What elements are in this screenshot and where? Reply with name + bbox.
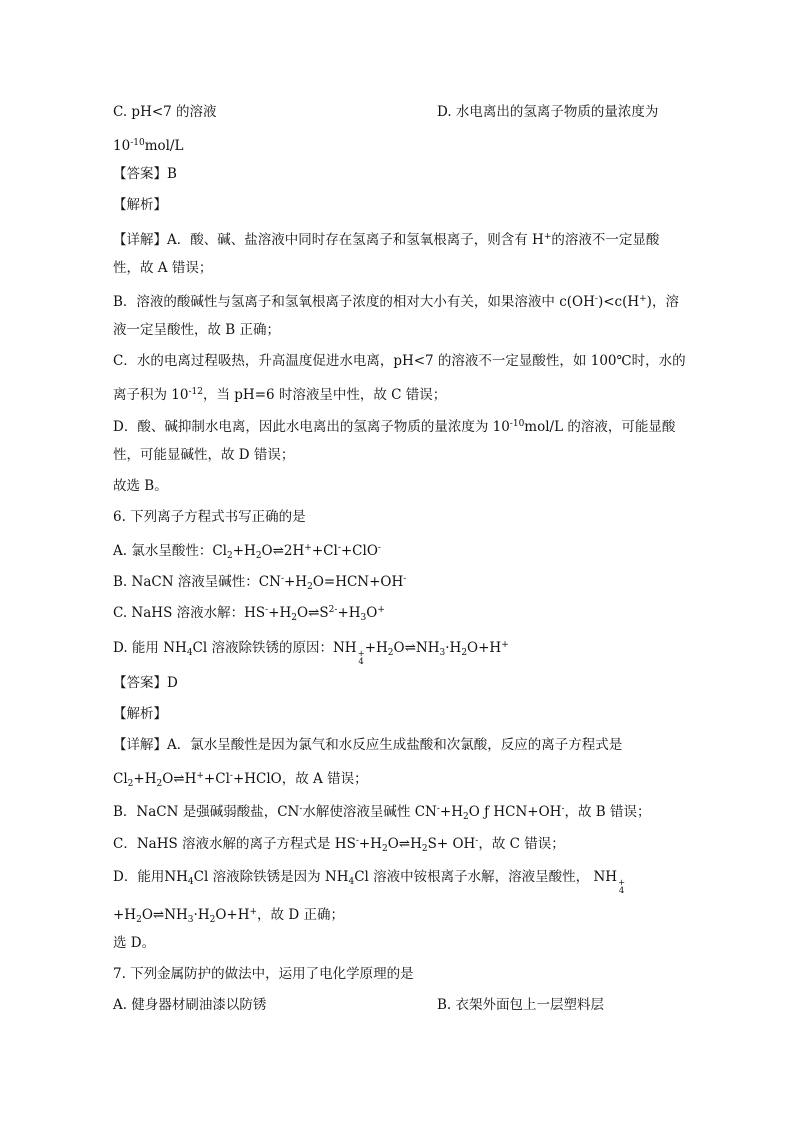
q6-stem: 6. 下列离子方程式书写正确的是 — [113, 509, 306, 525]
q5-answer: 【答案】B — [113, 166, 177, 182]
q6-analysis-label: 【解析】 — [113, 706, 167, 722]
q5-detail-a-line2: 性，故 A 错误； — [113, 260, 213, 276]
q5-conclusion: 故选 B。 — [113, 478, 168, 494]
q7-option-a: A. 健身器材刷油漆以防锈 — [113, 997, 267, 1013]
q6-option-c: C. NaHS 溶液水解：$HS^-+H_2O\rightleftharpoons S^{2-}+H_3O^+$ — [113, 605, 385, 623]
q5-option-c: C. pH<7 的溶液 — [113, 104, 217, 120]
q6-detail-d-line2: $+H_2O\rightleftharpoons NH_3\cdot H_2O+H^+$，故 D 正确； — [113, 907, 344, 925]
q5-detail-b-line1: B．溶液的酸碱性与氢离子和氢氧根离子浓度的相对大小有关，如果溶液中 c(OH-)<c(H+)，溶 — [113, 294, 679, 310]
nh4-charge-stack: + 4 — [618, 878, 626, 896]
q7-stem: 7. 下列金属防护的做法中，运用了电化学原理的是 — [113, 966, 414, 982]
q6-detail-b: B．NaCN 是强碱弱酸盐，CN-水解使溶液呈碱性 $CN^-+H_2O$ ƒ HCN+OH-，故 B 错误； — [113, 804, 651, 822]
q6-option-b: B. NaCN 溶液呈碱性：$CN^-+H_2O=HCN+OH^-$ — [113, 574, 407, 592]
q6-option-d: D. 能用 $NH_4Cl$ 溶液除铁锈的原因：NH + 4 $+H_2O\rightleftharpoons NH_3\cdot H_2O+H^+$ — [113, 640, 509, 667]
q6-answer: 【答案】D — [113, 675, 178, 691]
q6-detail-a-line1: 【详解】A．氯水呈酸性是因为氯气和水反应生成盐酸和次氯酸，反应的离子方程式是 — [113, 737, 623, 753]
q6-option-a: A. 氯水呈酸性：$Cl_2+H_2O\rightleftharpoons 2H^++Cl^-+ClO^-$ — [113, 543, 381, 561]
q5-detail-c-line2: 离子积为 $10^{-12}$，当 pH=6 时溶液呈中性，故 C 错误； — [113, 387, 447, 403]
q5-detail-d-line2: 性，可能显碱性，故 D 错误； — [113, 447, 295, 463]
q5-option-d-cont: $10^{-10}mol/L$ — [113, 138, 184, 154]
q6-conclusion: 选 D。 — [113, 935, 156, 951]
q6-detail-a-line2: $Cl_2+H_2O\rightleftharpoons H^++Cl^-+HClO$，故 A 错误； — [113, 771, 368, 789]
q7-options-row — [113, 990, 684, 1021]
q5-detail-a-line1: 【详解】A．酸、碱、盐溶液中同时存在氢离子和氢氧根离子，则含有 H+的溶液不一定显酸 — [113, 232, 660, 248]
q5-detail-c-line1: C．水的电离过程吸热，升高温度促进水电离，pH<7 的溶液不一定显酸性，如 100℃时，水的 — [113, 353, 686, 369]
q6-detail-d-line1: D．能用$NH_4Cl$ 溶液除铁锈是因为 $NH_4Cl$ 溶液中铵根离子水解，溶液呈酸性， NH + 4 — [113, 869, 626, 896]
q5-detail-d-line1: D．酸、碱抑制水电离，因此水电离出的氢离子物质的量浓度为 $10^{-10}mol/L$ 的溶液，可能显酸 — [113, 419, 676, 435]
q6-detail-c: C．NaHS 溶液水解的离子方程式是 $HS^-+H_2O\rightleftharpoons H_2S+ OH^-$，故 C 错误； — [113, 836, 565, 854]
q5-detail-b-line2: 液一定呈酸性，故 B 正确； — [113, 322, 281, 338]
q7-option-b: B. 衣架外面包上一层塑料层 — [437, 997, 605, 1013]
q5-options-row — [113, 97, 684, 128]
q5-analysis-label: 【解析】 — [113, 197, 167, 213]
nh4-charge-stack: + 4 — [357, 649, 365, 667]
q5-option-d: D. 水电离出的氢离子物质的量浓度为 — [437, 104, 659, 120]
